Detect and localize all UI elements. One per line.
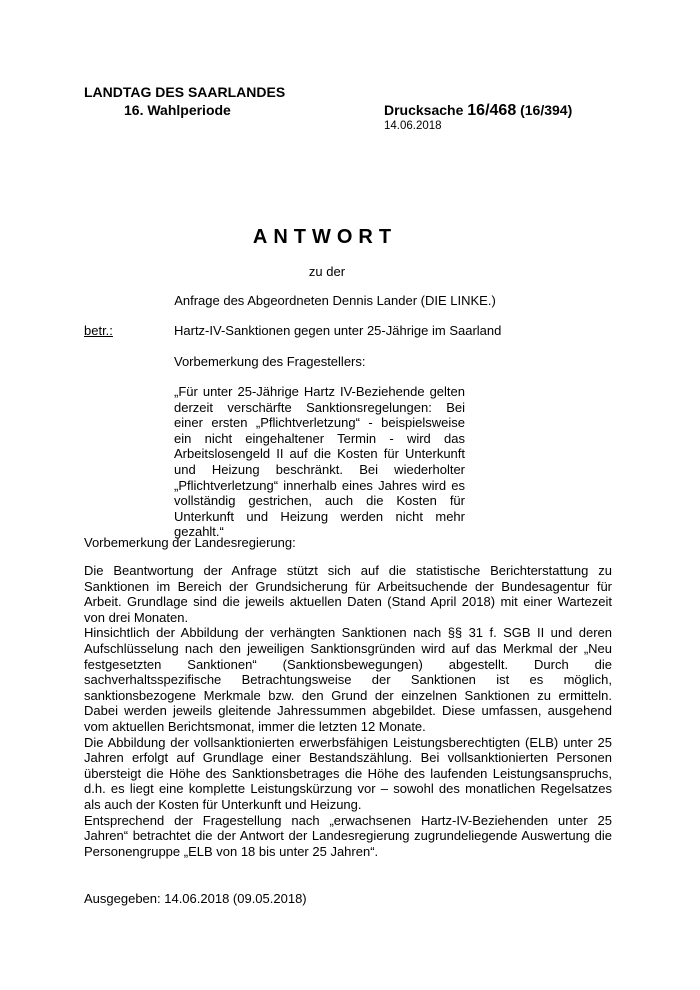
parliament-name: LANDTAG DES SAARLANDES	[84, 84, 286, 100]
document-date: 14.06.2018	[384, 120, 442, 132]
paragraph: Die Beantwortung der Anfrage stützt sich auf die statistische Berichterstattung zu Sanktionen im Bereich der Grundsicherung für Arbeitsuchende der Bundesagentur für Arbeit. Grundlage sind die jeweils aktuellen Daten (Stand April 2018) mit einer Wartezeit von drei Monaten.	[84, 563, 612, 625]
questioner-preamble-quote: „Für unter 25-Jährige Hartz IV-Beziehende gelten derzeit verschärfte Sanktionsregelungen: Bei einer ersten „Pflichtverletzung“ - beispielsweise ein nicht eingehaltener Termin - wird das Arbeitslosengeld II auf die Kosten für Unterkunft und Heizung beschränkt. Bei wiederholter „Pflichtverletzung“ innerhalb eines Jahres wird es vollständig gestrichen, auch die Kosten für Unterkunft und Heizung werden nicht mehr gezahlt.“	[174, 384, 465, 540]
paragraph: Die Abbildung der vollsanktionierten erwerbsfähigen Leistungsberechtigten (ELB) unter 25 Jahren erfolgt auf Grundlage einer Bestandszählung. Bei vollsanktionierten Personen übersteigt die Höhe des Sanktionsbetrages die Höhe des laufenden Leistungsanspruchs, d.h. es liegt eine komplette Leistungskürzung vor – sowohl des monatlichen Regelsatzes als auch der Kosten für Unterkunft und Heizung.	[84, 734, 612, 812]
paragraph: Hinsichtlich der Abbildung der verhängten Sanktionen nach §§ 31 f. SGB II und deren Aufschlüsselung nach den jeweiligen Sanktionsgründen wird auf das Merkmal der „Neu festgesetzten Sanktionen“ (Sanktionsbewegungen) abgestellt. Durch die sachverhaltsspezifische Betrachtungsweise der Sanktionen ist es möglich, sanktionsbezogene Merkmale bzw. den Grund der einzelnen Sanktionen zu ermitteln. Dabei werden jeweils gleitende Jahressummen abgebildet. Diese umfassen, ausgehend vom aktuellen Berichtsmonat, immer die letzten 12 Monate.	[84, 625, 612, 734]
government-preamble-body	[84, 563, 612, 859]
drucksache-number: 16/468	[467, 102, 517, 119]
document-number	[384, 102, 572, 120]
legislative-period: 16. Wahlperiode	[124, 102, 231, 118]
government-preamble-heading: Vorbemerkung der Landesregierung:	[84, 535, 296, 550]
subject-label: betr.:	[84, 323, 113, 338]
inquiry-line: Anfrage des Abgeordneten Dennis Lander (DIE LINKE.)	[174, 293, 496, 308]
subject-text: Hartz-IV-Sanktionen gegen unter 25-Jährige im Saarland	[174, 323, 502, 338]
document-title: ANTWORT	[252, 226, 398, 248]
questioner-preamble-heading: Vorbemerkung des Fragestellers:	[174, 354, 366, 369]
issued-date: Ausgegeben: 14.06.2018 (09.05.2018)	[84, 891, 307, 906]
drucksache-old-number: (16/394)	[520, 102, 573, 118]
zu-der-line: zu der	[308, 264, 346, 279]
paragraph: Entsprechend der Fragestellung nach „erwachsenen Hartz-IV-Beziehenden unter 25 Jahren“ betrachtet die der Antwort der Landesregierung zugrundeliegende Auswertung die Personengruppe „ELB von 18 bis unter 25 Jahren“.	[84, 812, 612, 859]
drucksache-label: Drucksache	[384, 102, 464, 118]
